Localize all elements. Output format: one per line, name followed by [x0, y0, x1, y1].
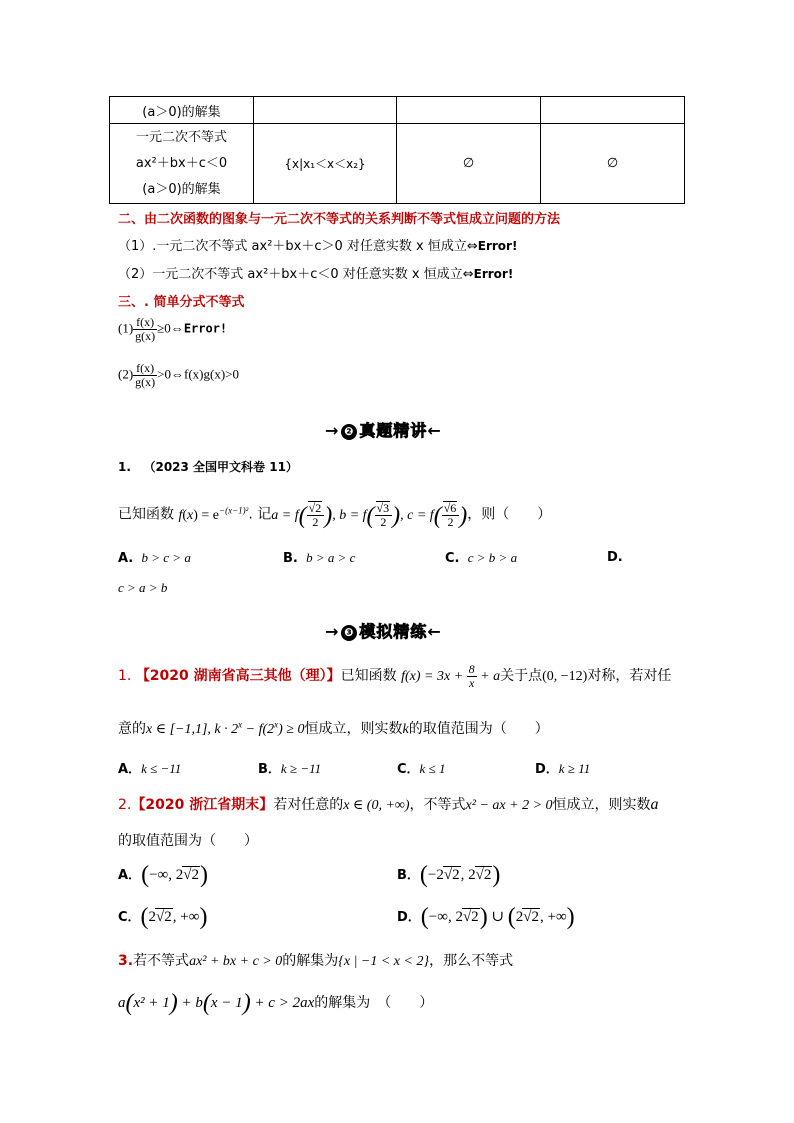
error-text: Error! [473, 267, 514, 281]
stem-text: 意的 [118, 721, 146, 737]
table-cell [397, 97, 541, 124]
cell-line: 一元二次不等式 [135, 129, 227, 145]
choice-d[interactable] [397, 904, 575, 931]
question-1-stem [118, 488, 551, 538]
choice-b[interactable] [397, 862, 500, 889]
function-formula: $f(x) = e^{-(x-1)^2}$ [178, 505, 249, 523]
denominator: g(x) [135, 329, 156, 343]
choice-text: k ≥ −11 [280, 761, 322, 776]
choice-d[interactable] [535, 758, 590, 777]
rule-relation: >0⇔f(x)g(x)>0 [157, 366, 239, 382]
stem-text: ，则（ ） [467, 506, 552, 523]
rule-prefix: (1) [118, 320, 134, 336]
abc-definition: a = f( $\frac{√2}{2}$ ), b = f( $\frac{√3}{2}$ ), c = f( $\frac{√6}{2}$ ) [271, 501, 468, 530]
numerator: f(x) [133, 362, 157, 376]
numerator: f(x) [133, 316, 157, 330]
table-cell: ∅ [541, 124, 685, 204]
choice-label: D. [607, 550, 623, 565]
stem-text: 恒成立，则实数 [552, 797, 651, 813]
choice-text: k ≤ −11 [141, 761, 182, 776]
question-number: 2. [118, 797, 132, 813]
stem-text: 的取值范围为（ ） [118, 833, 258, 849]
table-cell: ∅ [397, 124, 541, 204]
question-source: 【2020 浙江省期末】 [131, 797, 274, 813]
stem-text: . 记 [248, 506, 272, 523]
choice-label: A． [118, 867, 142, 883]
choice-text: b > a > c [306, 550, 356, 565]
choice-text: k ≤ 1 [419, 761, 446, 776]
choice-label: C. [445, 551, 460, 566]
choice-text: k ≥ 11 [558, 761, 591, 776]
choice-b[interactable] [258, 758, 321, 777]
stem-text: ，那么不等式 [429, 953, 514, 969]
choice-label: B. [283, 551, 298, 566]
mock-question-1-line-1 [118, 654, 671, 699]
question-number: 3. [118, 953, 134, 969]
table-cell [541, 97, 685, 124]
choice-c[interactable] [118, 904, 207, 931]
stem-text: ，不等式 [409, 797, 466, 813]
solution-set-formula: {x | −1 < x < 2} [338, 954, 430, 969]
circled-number: ❷ [341, 424, 357, 440]
inequality-formula: a(x² + 1) + b(x − 1) + c > 2ax [118, 990, 315, 1016]
question-1-header [118, 458, 298, 475]
choice-c[interactable] [397, 758, 445, 777]
table-row [110, 97, 685, 124]
stem-text: 已知函数 [118, 506, 174, 523]
banner-title: 模拟精练 [359, 622, 428, 641]
function-formula: f(x) = 3x + $\frac{8}{x}$ + a [401, 662, 501, 691]
solution-table [109, 96, 685, 204]
domain-formula: x ∈ (0, +∞) [343, 798, 410, 813]
circled-number: ❸ [341, 625, 357, 641]
arrow-right-icon: → [325, 421, 340, 440]
mock-question-3-line-1 [118, 950, 513, 970]
error-text: Error! [477, 239, 518, 253]
stem-text: 已知函数 [340, 668, 397, 684]
table-cell: (a＞0)的解集 [110, 97, 254, 124]
mock-question-1-line-2 [118, 718, 549, 738]
choice-label: A. [118, 551, 134, 566]
variable-a: a [650, 796, 659, 813]
stem-text: 若对任意的 [273, 797, 344, 813]
table-cell [110, 124, 254, 204]
inequality-formula: x² − ax + 2 > 0 [465, 798, 553, 813]
arrow-right-icon: → [325, 622, 340, 641]
stem-text: 的取值范围为（ ） [408, 721, 549, 737]
error-text: Error! [183, 321, 228, 336]
choice-label: C． [118, 909, 141, 925]
choice-b[interactable] [283, 550, 355, 566]
stem-text: 对称，若对任 [587, 668, 672, 684]
stem-text: 若不等式 [133, 953, 190, 969]
choice-formula: (−2√2, 2√2) [419, 862, 501, 888]
section-banner-mock-practice [325, 619, 442, 642]
question-source: 【2020 湖南省高三其他（理）】 [135, 668, 341, 684]
point-formula: (0, −12) [542, 669, 588, 684]
rule-relation: ≥0⇔ [157, 320, 184, 336]
table-cell: {x|x₁＜x＜x₂} [254, 124, 397, 204]
arrow-left-icon: ← [427, 622, 442, 641]
choice-formula: (−∞, 2√2) [141, 862, 208, 888]
stem-text: 关于点 [500, 668, 543, 684]
mock-question-3-line-2 [118, 990, 433, 1017]
inequality-formula: ax² + bx + c > 0 [189, 954, 283, 969]
choice-c[interactable] [445, 550, 517, 566]
section-2-item-1 [118, 235, 517, 254]
choice-a[interactable] [118, 862, 208, 889]
item-text: （2）一元二次不等式 ax²＋bx＋c＜0 对任意实数 x 恒成立⇔ [118, 267, 474, 282]
denominator: g(x) [135, 375, 156, 389]
mock-question-2-line-2 [118, 830, 258, 850]
choice-a[interactable] [118, 550, 191, 566]
section-3-title: 三、. 简单分式不等式 [118, 295, 245, 310]
arrow-left-icon: ← [427, 421, 442, 440]
cell-line: ax²＋bx＋c＜0 [135, 155, 228, 171]
cell-line: (a＞0)的解集 [142, 181, 221, 197]
stem-text: 的解集为 （ ） [314, 994, 434, 1011]
choice-label: B． [397, 867, 420, 883]
section-2-item-2 [118, 263, 513, 282]
section-2-title: 二、由二次函数的图象与一元二次不等式的关系判断不等式恒成立问题的方法 [118, 212, 561, 227]
choice-label: C． [397, 762, 420, 777]
section-banner-real-exam [325, 418, 442, 441]
fraction-rule-2 [118, 362, 239, 389]
fraction [133, 362, 157, 389]
item-text: （1）.一元二次不等式 ax²＋bx＋c＞0 对任意实数 x 恒成立⇔ [118, 239, 478, 254]
choice-label: D． [397, 909, 421, 925]
rule-prefix: (2) [118, 366, 134, 382]
choice-d-label[interactable] [607, 550, 623, 565]
choice-label: D． [535, 762, 559, 777]
choice-text: c > b > a [467, 550, 518, 565]
choice-text: b > c > a [141, 550, 191, 565]
question-number: 1. [118, 668, 132, 684]
choice-label: B． [258, 762, 281, 777]
stem-text: 的解集为 [282, 953, 339, 969]
mock-question-2-line-1 [118, 794, 659, 814]
choice-label: A． [118, 762, 142, 777]
table-cell [254, 97, 397, 124]
question-source: （2023 全国甲文科卷 11） [143, 460, 298, 474]
fraction-rule-1 [118, 316, 227, 343]
variable-k: k [402, 722, 409, 737]
stem-text: 恒成立，则实数 [304, 721, 403, 737]
banner-title: 真题精讲 [359, 421, 428, 440]
choice-text: c > a > b [118, 580, 168, 595]
condition-formula: x ∈ [−1,1], $k \cdot 2^x - f(2^x) \ge 0$ [146, 719, 305, 737]
choice-d[interactable] [118, 580, 167, 596]
choice-formula: (−∞, 2√2) ∪ (2√2, +∞) [420, 904, 575, 930]
choice-a[interactable] [118, 758, 181, 777]
choice-formula: (2√2, +∞) [140, 904, 208, 930]
fraction [133, 316, 157, 343]
question-number: 1. [118, 460, 131, 474]
table-row [110, 124, 685, 204]
